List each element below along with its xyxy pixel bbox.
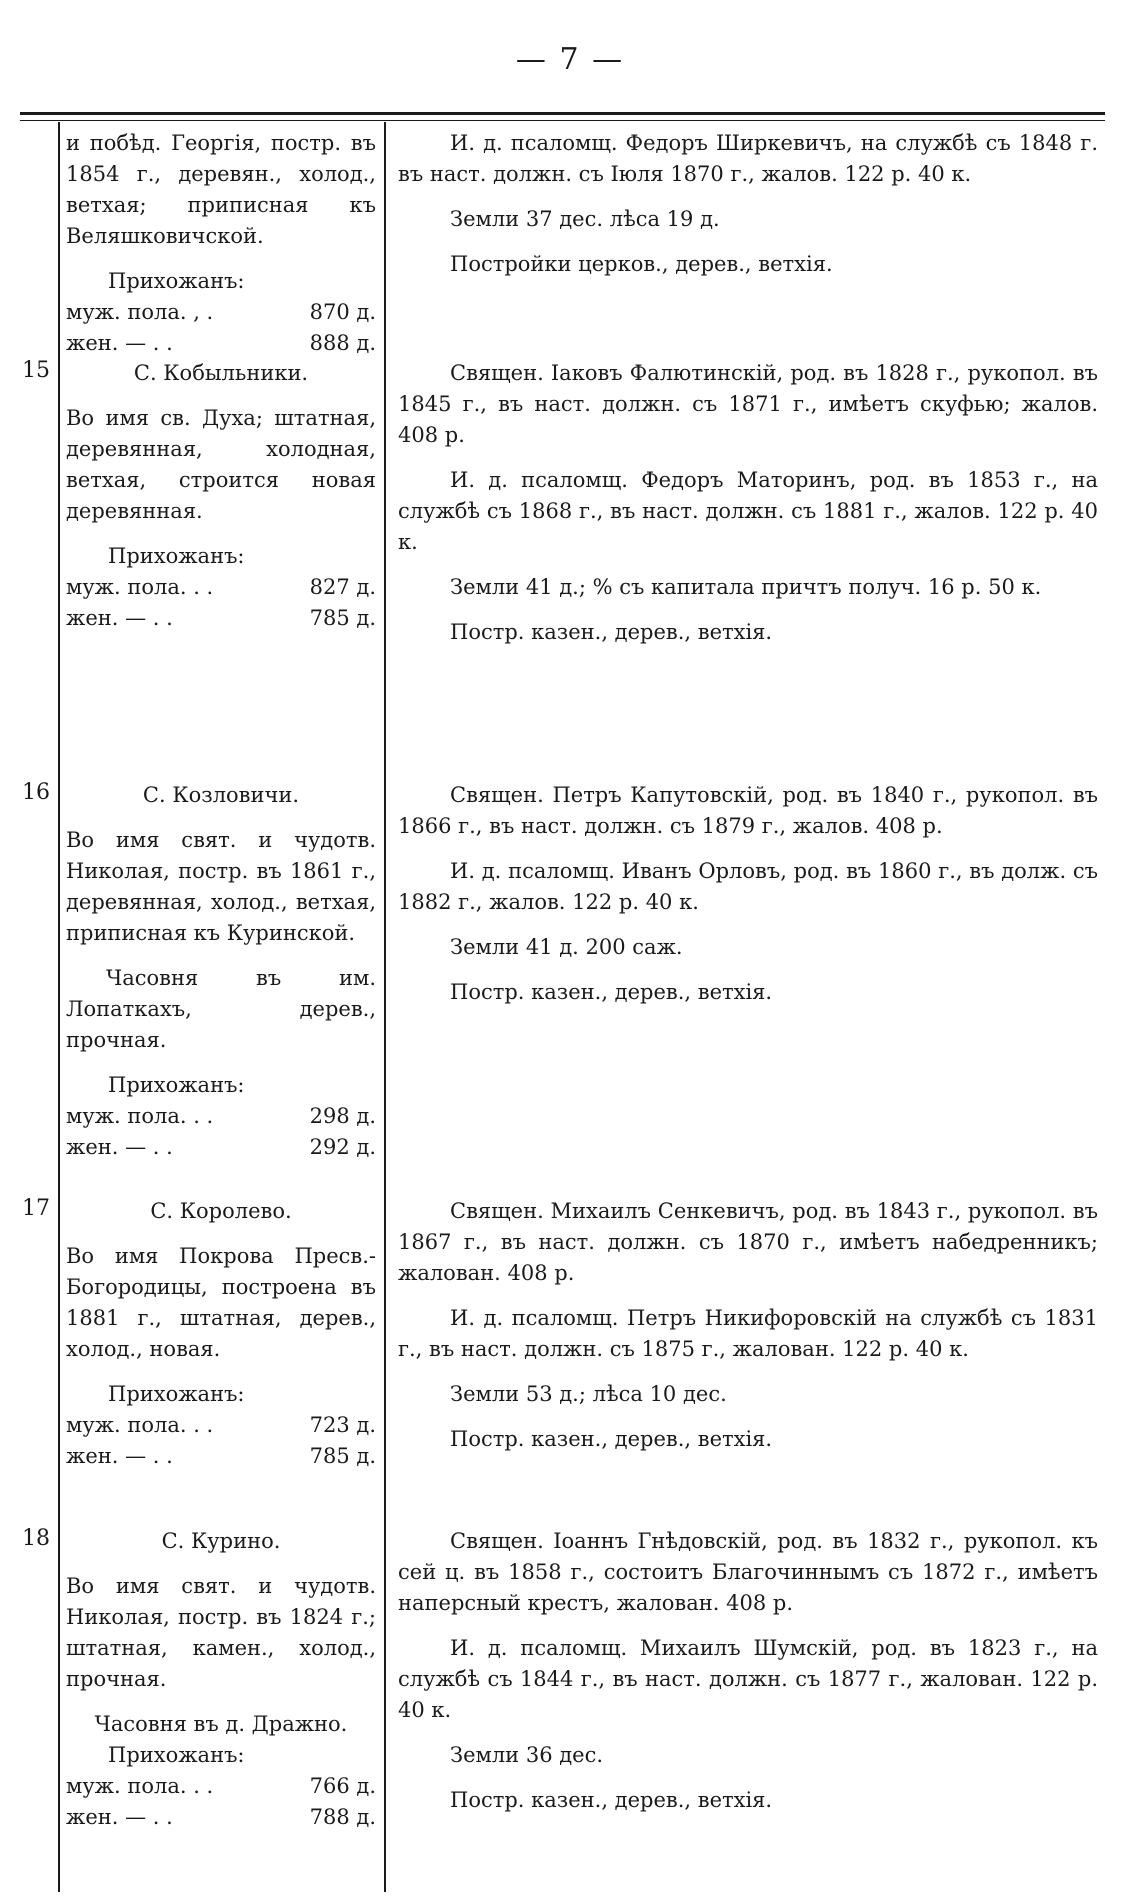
land-paragraph: Земли 41 д.; % съ капитала причтъ получ. 16 р. 50 к. (450, 575, 1042, 599)
clergy-column (398, 358, 1098, 662)
chapel-note: Часовня въ д. Дражно. (94, 1712, 348, 1736)
land-paragraph: Земли 41 д. 200 саж. (450, 935, 683, 959)
page-number: — 7 — (515, 42, 625, 77)
female-label: жен. — . . (66, 1805, 173, 1829)
church-description: Во имя свят. и чудотв. Николая, постр. въ 1861 г., деревянная, холод., ветхая, приписная къ Куринской. (66, 828, 376, 945)
column-divider-main (384, 122, 386, 1892)
entry-number: 15 (22, 358, 50, 383)
male-label: муж. пола. , . (66, 300, 214, 324)
church-column (66, 1526, 376, 1833)
parishioners-male (66, 297, 376, 328)
female-count: 785 д. (309, 606, 376, 630)
female-label: жен. — . . (66, 331, 173, 355)
header-rule (20, 112, 1105, 115)
psalmist-paragraph: И. д. псаломщ. Иванъ Орловъ, род. въ 1860 г., въ долж. съ 1882 г., жалов. 122 р. 40 к. (398, 859, 1098, 914)
parishioners-female (66, 1132, 376, 1163)
male-count: 827 д. (309, 575, 376, 599)
priest-paragraph: Священ. Петръ Капутовскій, род. въ 1840 г., рукопол. въ 1866 г., въ наст. должн. съ 1879 г., жалов. 408 р. (398, 783, 1098, 838)
psalmist-paragraph: И. д. псаломщ. Михаилъ Шумскій, род. въ 1823 г., на службѣ съ 1844 г., въ наст. должн. съ 1877 г., жалован. 122 р. 40 к. (398, 1636, 1098, 1722)
header-rule-thin (20, 120, 1105, 121)
land-paragraph: Земли 37 дес. лѣса 19 д. (450, 207, 720, 231)
male-label: муж. пола. . . (66, 1413, 214, 1437)
male-label: муж. пола. . . (66, 575, 214, 599)
clergy-column (398, 1196, 1098, 1469)
parishioners-label: Прихожанъ: (108, 1073, 245, 1097)
village-title: С. Курино. (161, 1529, 281, 1553)
church-description: Во имя св. Духа; штатная, деревянная, холодная, ветхая, строится новая деревянная. (66, 406, 376, 523)
church-column (66, 358, 376, 634)
female-label: жен. — . . (66, 1444, 173, 1468)
column-divider-number (58, 122, 60, 1892)
parishioners-female (66, 1802, 376, 1833)
parishioners-female (66, 1441, 376, 1472)
female-count: 292 д. (309, 1135, 376, 1159)
village-title: С. Козловичи. (142, 783, 300, 807)
parishioners-female (66, 328, 376, 359)
buildings-paragraph: Постр. казен., дерев., ветхія. (450, 620, 773, 644)
buildings-paragraph: Постр. казен., дерев., ветхія. (450, 1427, 773, 1451)
parishioners-label: Прихожанъ: (108, 544, 245, 568)
parishioners-label: Прихожанъ: (108, 1743, 245, 1767)
church-column (66, 780, 376, 1163)
psalmist-paragraph: И. д. псаломщ. Петръ Никифоровскій на службѣ съ 1831 г., въ наст. должн. съ 1875 г., жалован. 122 р. 40 к. (398, 1306, 1098, 1361)
clergy-column (398, 128, 1098, 294)
priest-paragraph: Священ. Іаковъ Фалютинскій, род. въ 1828 г., рукопол. въ 1845 г., въ наст. должн. съ 1871 г., имѣетъ скуфью; жалов. 408 р. (398, 361, 1098, 447)
priest-paragraph: Священ. Іоаннъ Гнѣдовскій, род. въ 1832 г., рукопол. къ сей ц. въ 1858 г., состоитъ Благочиннымъ съ 1872 г., имѣетъ наперсный крестъ, жалован. 408 р. (398, 1529, 1098, 1615)
parishioners-male (66, 1771, 376, 1802)
male-count: 766 д. (309, 1774, 376, 1798)
female-count: 788 д. (309, 1805, 376, 1829)
village-title: С. Королево. (150, 1199, 292, 1223)
chapel-note: Часовня въ им. Лопаткахъ, дерев., прочная. (66, 966, 376, 1052)
female-label: жен. — . . (66, 1135, 173, 1159)
parishioners-label: Прихожанъ: (108, 269, 245, 293)
land-paragraph: Земли 53 д.; лѣса 10 дес. (450, 1382, 727, 1406)
parishioners-male (66, 1410, 376, 1441)
parishioners-label: Прихожанъ: (108, 1382, 245, 1406)
male-count: 723 д. (309, 1413, 376, 1437)
entry-number: 18 (22, 1526, 50, 1551)
village-title: С. Кобыльники. (133, 361, 309, 385)
male-count: 298 д. (309, 1104, 376, 1128)
male-label: муж. пола. . . (66, 1104, 214, 1128)
male-count: 870 д. (309, 300, 376, 324)
entry-number: 17 (22, 1196, 50, 1221)
female-label: жен. — . . (66, 606, 173, 630)
clergy-column (398, 780, 1098, 1022)
female-count: 785 д. (309, 1444, 376, 1468)
church-description: и побѣд. Георгія, постр. въ 1854 г., деревян., холод., ветхая; приписная къ Веляшковичской. (66, 131, 376, 248)
land-paragraph: Земли 36 дес. (450, 1743, 604, 1767)
church-column (66, 128, 376, 359)
female-count: 888 д. (309, 331, 376, 355)
buildings-paragraph: Постройки церков., дерев., ветхія. (450, 252, 833, 276)
parishioners-male (66, 1101, 376, 1132)
buildings-paragraph: Постр. казен., дерев., ветхія. (450, 980, 773, 1004)
church-column (66, 1196, 376, 1472)
buildings-paragraph: Постр. казен., дерев., ветхія. (450, 1788, 773, 1812)
church-description: Во имя свят. и чудотв. Николая, постр. въ 1824 г.; штатная, камен., холод., прочная. (66, 1574, 376, 1691)
priest-paragraph: Священ. Михаилъ Сенкевичъ, род. въ 1843 г., рукопол. въ 1867 г., въ наст. должн. съ 1870 г., имѣетъ набедренникъ; жалован. 408 р. (398, 1199, 1098, 1285)
parishioners-male (66, 572, 376, 603)
clergy-column (398, 1526, 1098, 1830)
entry-number: 16 (22, 780, 50, 805)
psalmist-paragraph: И. д. псаломщ. Федоръ Маторинъ, род. въ 1853 г., на службѣ съ 1868 г., въ наст. должн. съ 1881 г., жалов. 122 р. 40 к. (398, 468, 1098, 554)
male-label: муж. пола. . . (66, 1774, 214, 1798)
parishioners-female (66, 603, 376, 634)
clergy-paragraph: И. д. псаломщ. Федоръ Ширкевичъ, на службѣ съ 1848 г. въ наст. должн. съ Іюля 1870 г., жалов. 122 р. 40 к. (398, 131, 1098, 186)
church-description: Во имя Покрова Пресв.-Богородицы, построена въ 1881 г., штатная, дерев., холод., новая. (66, 1244, 376, 1361)
